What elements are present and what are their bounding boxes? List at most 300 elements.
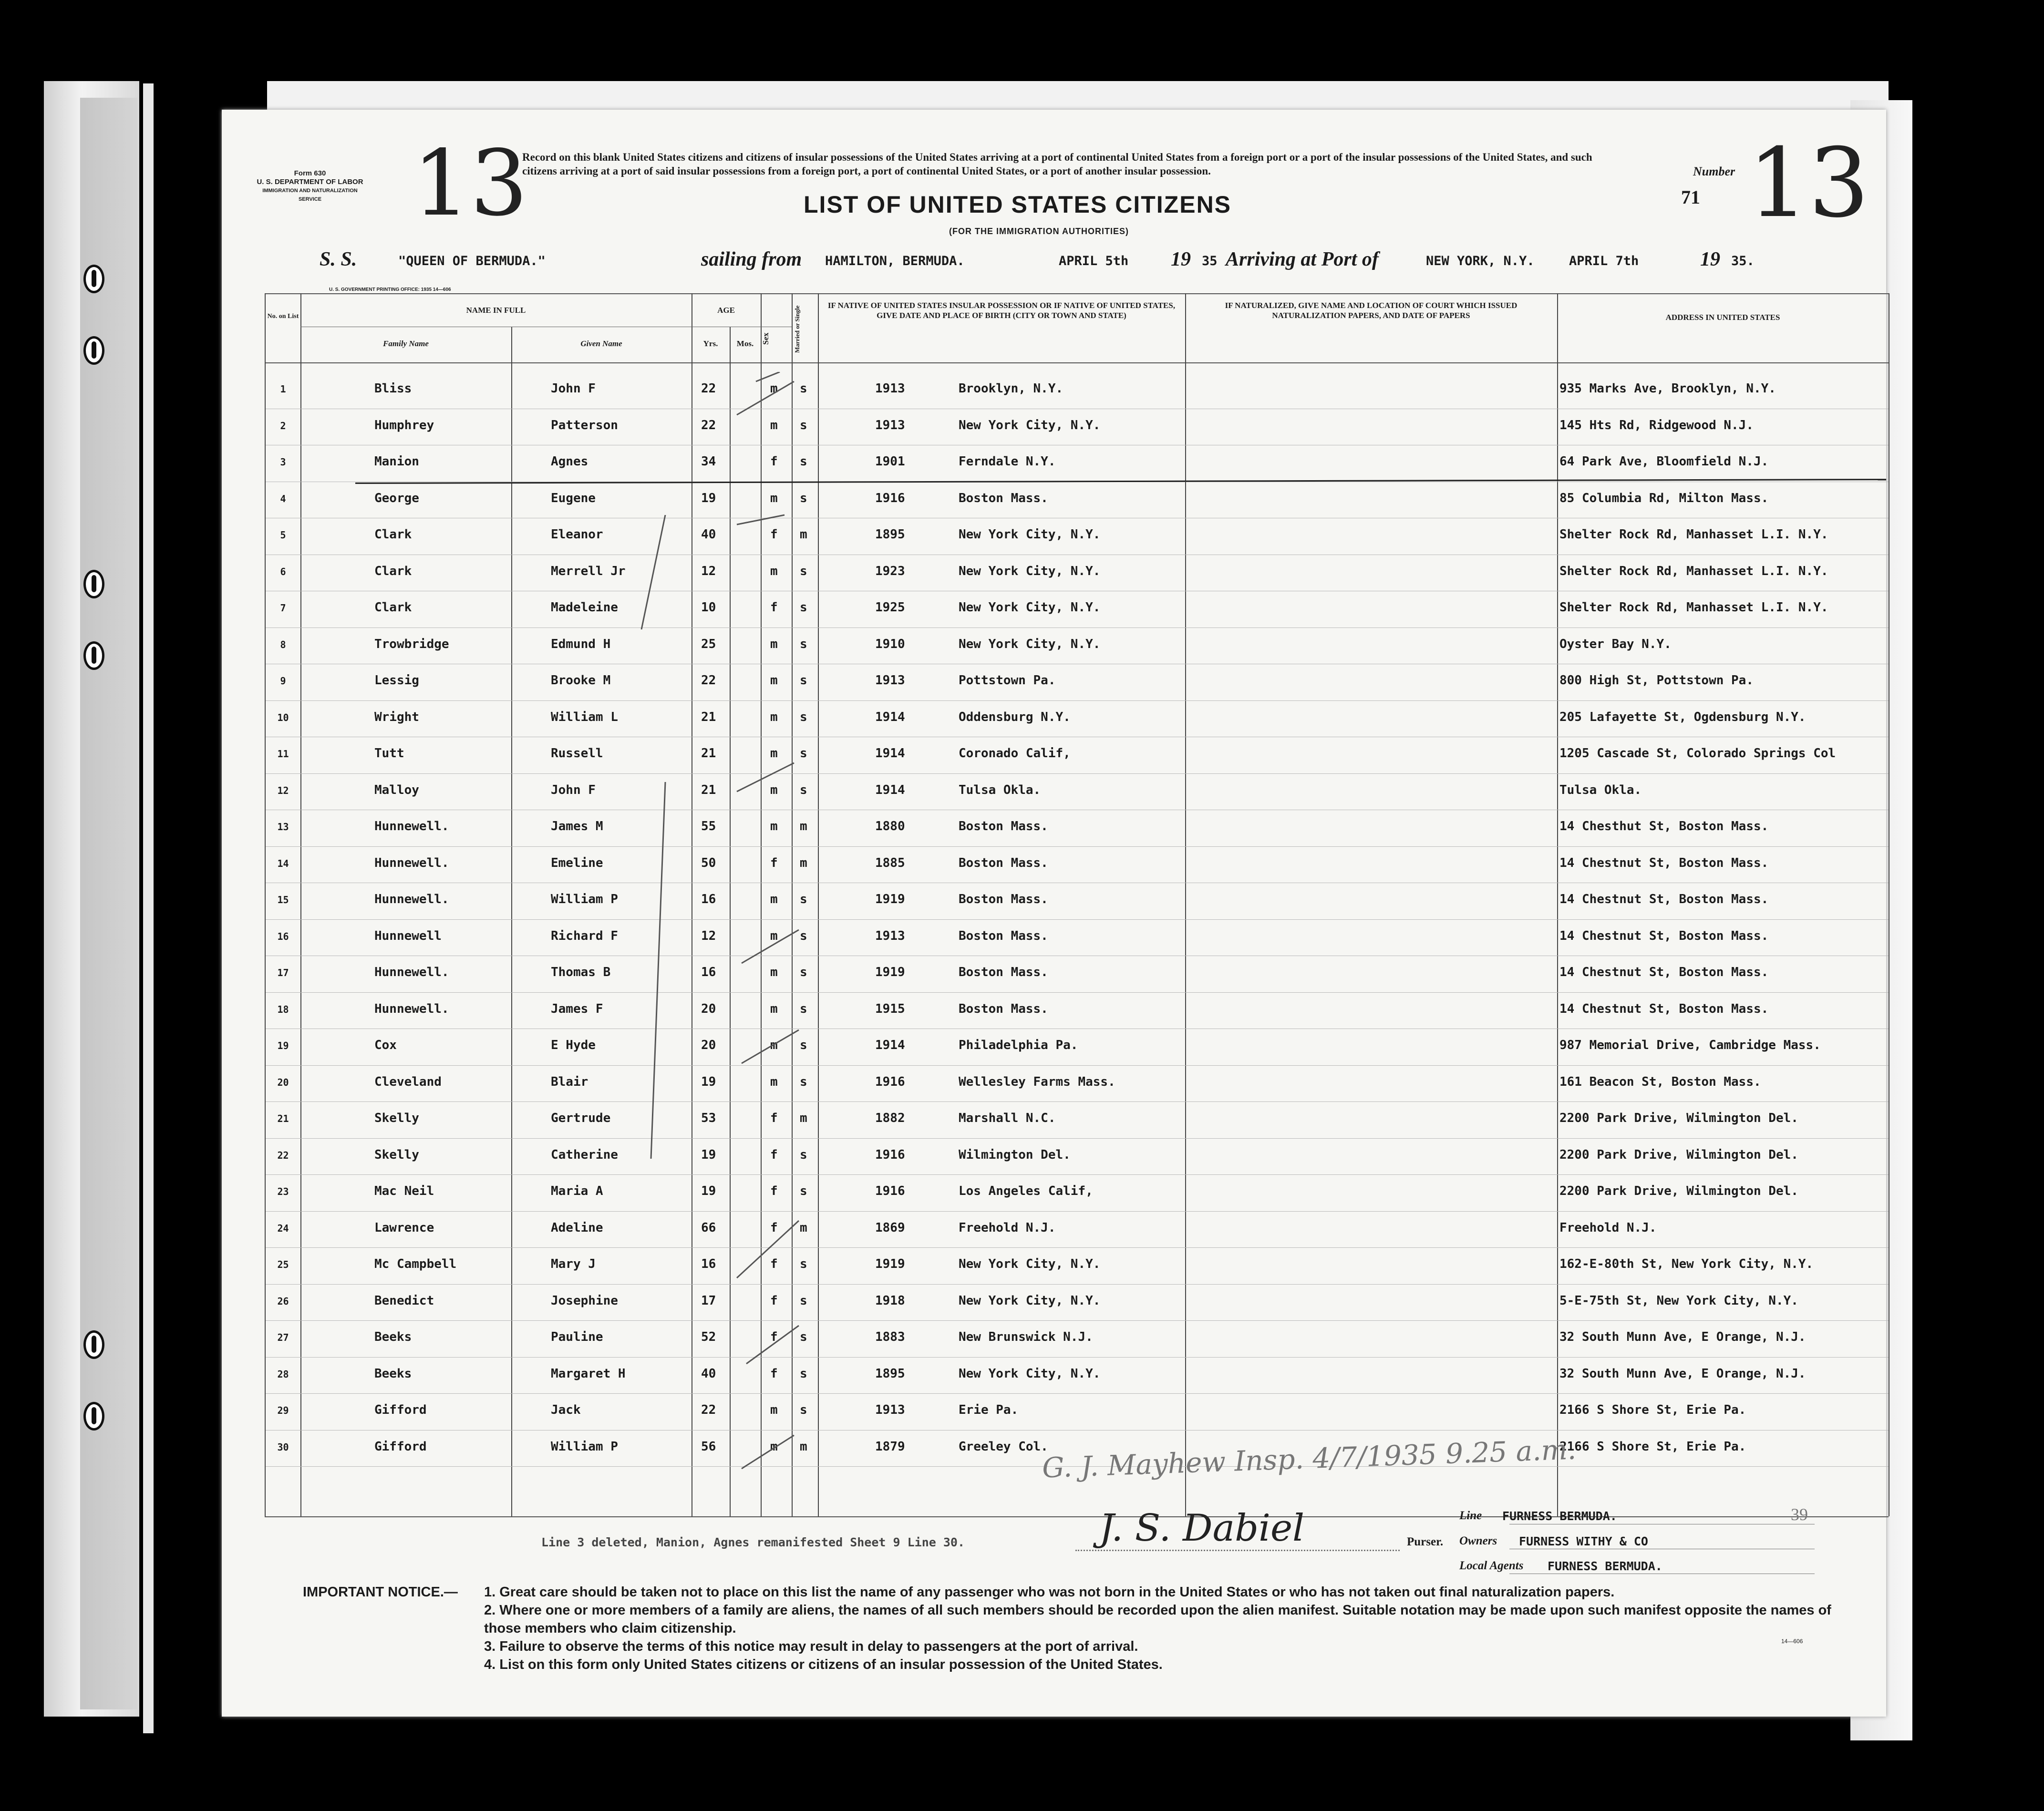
given-name: William P: [551, 892, 618, 906]
family-name: Wright: [374, 710, 419, 724]
table-row: [222, 555, 1889, 591]
handwritten-bracket-marks: [618, 515, 675, 1254]
sailing-from-label: sailing from: [701, 248, 802, 270]
punch-hole-icon: [83, 265, 104, 293]
family-name: Trowbridge: [374, 637, 449, 651]
row-number: 24: [277, 1223, 289, 1234]
sex: f: [770, 600, 778, 615]
arrival-date: APRIL 7th: [1569, 254, 1639, 268]
table-row: [222, 445, 1889, 482]
marital-status: s: [800, 965, 807, 979]
list-number: 71: [1681, 186, 1700, 208]
table-row: [222, 1029, 1889, 1065]
form-number: Form 630: [294, 169, 326, 177]
given-name: Edmund H: [551, 637, 611, 651]
arrival-year-prefix: 19: [1700, 248, 1720, 270]
marital-status: s: [800, 491, 807, 505]
row-number: 10: [277, 712, 289, 723]
sex: m: [770, 892, 778, 906]
address: 14 Chestnut St, Boston Mass.: [1559, 965, 1769, 979]
handwritten-check-marks: [727, 372, 870, 1516]
table-row: [222, 810, 1889, 846]
family-name: Clark: [374, 527, 412, 542]
age-years: 19: [701, 1148, 716, 1162]
sex: m: [770, 1440, 778, 1454]
marital-status: s: [800, 600, 807, 615]
birth-year: 1913: [875, 929, 905, 943]
family-name: Hunnewell: [374, 929, 442, 943]
marital-status: s: [800, 1002, 807, 1016]
address: 2200 Park Drive, Wilmington Del.: [1559, 1184, 1798, 1198]
marital-status: s: [800, 1294, 807, 1308]
given-name: E Hyde: [551, 1038, 596, 1052]
birth-year: 1914: [875, 783, 905, 797]
birth-place: Coronado Calif,: [959, 746, 1071, 761]
table-row: [222, 883, 1889, 919]
birth-year: 1914: [875, 746, 905, 761]
marital-status: s: [800, 1367, 807, 1381]
sex: f: [770, 1367, 778, 1381]
agents-value: FURNESS BERMUDA.: [1548, 1559, 1662, 1573]
table-row: [222, 1320, 1889, 1357]
given-name: Eleanor: [551, 527, 603, 542]
birth-year: 1880: [875, 819, 905, 833]
given-name: Merrell Jr: [551, 564, 626, 578]
marital-status: m: [800, 819, 807, 833]
punch-hole-icon: [83, 570, 104, 598]
row-number: 27: [277, 1332, 289, 1343]
line-value: FURNESS BERMUDA.: [1502, 1509, 1617, 1523]
sex: m: [770, 673, 778, 688]
table-row: [222, 1393, 1889, 1430]
address: 2166 S Shore St, Erie Pa.: [1559, 1403, 1746, 1417]
table-row: [222, 1247, 1889, 1284]
birth-place: Wellesley Farms Mass.: [959, 1075, 1115, 1089]
family-name: Skelly: [374, 1148, 419, 1162]
notice-heading: IMPORTANT NOTICE.—: [303, 1585, 458, 1600]
given-name: Patterson: [551, 418, 618, 432]
family-name: Hunnewell.: [374, 856, 449, 870]
birth-place: Boston Mass.: [959, 929, 1048, 943]
table-row: [222, 700, 1889, 737]
family-name: Clark: [374, 600, 412, 615]
col-sex: Sex: [761, 332, 770, 345]
birth-year: 1916: [875, 1075, 905, 1089]
family-name: Mac Neil: [374, 1184, 434, 1198]
given-name: Russell: [551, 746, 603, 761]
family-name: Lessig: [374, 673, 419, 688]
birth-place: Marshall N.C.: [959, 1111, 1056, 1125]
departure-year: 35: [1202, 254, 1218, 268]
table-row: [222, 482, 1889, 518]
col-name-in-full: NAME IN FULL: [466, 306, 526, 315]
manifest-page: [222, 110, 1886, 1717]
birth-place: Pottstown Pa.: [959, 673, 1056, 688]
table-row: [222, 1101, 1889, 1138]
birth-year: 1910: [875, 637, 905, 651]
marital-status: m: [800, 1111, 807, 1125]
birth-place: Boston Mass.: [959, 1002, 1048, 1016]
row-number: 2: [280, 420, 286, 432]
notice-item: 3. Failure to observe the terms of this notice may result in delay to passengers at the port of arrival.: [484, 1639, 1138, 1654]
birth-year: 1914: [875, 1038, 905, 1052]
age-years: 21: [701, 710, 716, 724]
form-code: 14—606: [1781, 1638, 1803, 1645]
address: Oyster Bay N.Y.: [1559, 637, 1672, 651]
notice-item: 4. List on this form only United States citizens or citizens of an insular possession of the United States.: [484, 1657, 1163, 1672]
birth-place: Erie Pa.: [959, 1403, 1019, 1417]
birth-place: Oddensburg N.Y.: [959, 710, 1071, 724]
family-name: Hunnewell.: [374, 965, 449, 979]
given-name: Richard F: [551, 929, 618, 943]
age-years: 16: [701, 965, 716, 979]
address: Shelter Rock Rd, Manhasset L.I. N.Y.: [1559, 600, 1828, 615]
address: 145 Hts Rd, Ridgewood N.J.: [1559, 418, 1754, 432]
departure-port: HAMILTON, BERMUDA.: [825, 254, 965, 268]
birth-place: New York City, N.Y.: [959, 1294, 1101, 1308]
age-years: 40: [701, 527, 716, 542]
age-years: 55: [701, 819, 716, 833]
family-name: Hunnewell.: [374, 892, 449, 906]
given-name: Agnes: [551, 454, 588, 469]
col-years: Yrs.: [703, 339, 718, 348]
age-years: 16: [701, 1257, 716, 1271]
family-name: Malloy: [374, 783, 419, 797]
birth-place: New York City, N.Y.: [959, 418, 1101, 432]
given-name: James F: [551, 1002, 603, 1016]
sex: m: [770, 1075, 778, 1089]
marital-status: m: [800, 1440, 807, 1454]
table-row: [222, 628, 1889, 664]
birth-year: 1913: [875, 381, 905, 396]
sex: m: [770, 929, 778, 943]
agents-label: Local Agents: [1459, 1559, 1524, 1572]
col-address: ADDRESS IN UNITED STATES: [1665, 313, 1780, 322]
birth-place: New York City, N.Y.: [959, 1367, 1101, 1381]
table-row: [222, 773, 1889, 810]
table-row: [222, 1138, 1889, 1175]
given-name: Jack: [551, 1403, 581, 1417]
sex: f: [770, 1111, 778, 1125]
age-years: 12: [701, 564, 716, 578]
birth-year: 1895: [875, 1367, 905, 1381]
given-name: Adeline: [551, 1221, 603, 1235]
given-name: William P: [551, 1440, 618, 1454]
sex: m: [770, 783, 778, 797]
age-years: 50: [701, 856, 716, 870]
voyage-line: [320, 248, 1822, 277]
row-number: 8: [280, 639, 286, 650]
marital-status: s: [800, 637, 807, 651]
given-name: Eugene: [551, 491, 596, 505]
row-number: 14: [277, 858, 289, 869]
table-row: [222, 919, 1889, 956]
birth-place: Philadelphia Pa.: [959, 1038, 1078, 1052]
marital-status: s: [800, 564, 807, 578]
birth-year: 1879: [875, 1440, 905, 1454]
sex: f: [770, 1221, 778, 1235]
birth-place: Tulsa Okla.: [959, 783, 1041, 797]
sex: m: [770, 1002, 778, 1016]
sex: f: [770, 1257, 778, 1271]
arrival-year: 35.: [1731, 254, 1755, 268]
row-number: 16: [277, 931, 289, 942]
marital-status: m: [800, 856, 807, 870]
age-years: 52: [701, 1330, 716, 1344]
address: Shelter Rock Rd, Manhasset L.I. N.Y.: [1559, 564, 1828, 578]
sex: m: [770, 381, 778, 396]
table-row: [222, 591, 1889, 628]
age-years: 19: [701, 1075, 716, 1089]
table-row: [222, 518, 1889, 555]
birth-place: New York City, N.Y.: [959, 600, 1101, 615]
age-years: 22: [701, 673, 716, 688]
sex: m: [770, 1403, 778, 1417]
notice-item: 2. Where one or more members of a family are aliens, the names of all such members should be recorded upon the alien manifest. Suitable notation may be made upon such manifest opposite the names of those members who claim citizenship.: [484, 1603, 1831, 1636]
birth-year: 1883: [875, 1330, 905, 1344]
punch-hole-icon: [83, 336, 104, 365]
arrival-port: NEW YORK, N.Y.: [1426, 254, 1535, 268]
birth-year: 1919: [875, 965, 905, 979]
age-years: 34: [701, 454, 716, 469]
address: 32 South Munn Ave, E Orange, N.J.: [1559, 1367, 1806, 1381]
given-name: Pauline: [551, 1330, 603, 1344]
marital-status: m: [800, 527, 807, 542]
purser-signature: J. S. Dabiel: [1099, 1507, 1305, 1550]
address: 987 Memorial Drive, Cambridge Mass.: [1559, 1038, 1821, 1052]
age-years: 17: [701, 1294, 716, 1308]
punch-hole-icon: [83, 1402, 104, 1430]
marital-status: s: [800, 892, 807, 906]
marital-status: s: [800, 710, 807, 724]
row-number: 26: [277, 1296, 289, 1307]
col-family-name: Family Name: [383, 339, 429, 348]
marital-status: s: [800, 1148, 807, 1162]
sex: m: [770, 491, 778, 505]
birth-year: 1916: [875, 491, 905, 505]
punch-hole-icon: [83, 1330, 104, 1359]
row-number: 22: [277, 1150, 289, 1161]
marital-status: s: [800, 454, 807, 469]
table-row: [222, 737, 1889, 773]
marital-status: s: [800, 673, 807, 688]
service-name: IMMIGRATION AND NATURALIZATION SERVICE: [262, 188, 358, 202]
col-naturalized: IF NATURALIZED, GIVE NAME AND LOCATION OF COURT WHICH ISSUED NATURALIZATION PAPERS, AND DATE OF PAPERS: [1225, 301, 1518, 320]
given-name: Blair: [551, 1075, 588, 1089]
row-number: 5: [280, 529, 286, 541]
sex: m: [770, 418, 778, 432]
col-married-single: Married or Single: [794, 305, 801, 353]
table-top-rule: [265, 293, 1889, 294]
table-header-rule: [265, 362, 1889, 363]
address: 2166 S Shore St, Erie Pa.: [1559, 1440, 1746, 1454]
birth-place: Brooklyn, N.Y.: [959, 381, 1063, 396]
family-name: Mc Campbell: [374, 1257, 457, 1271]
birth-year: 1919: [875, 1257, 905, 1271]
family-name: Humphrey: [374, 418, 434, 432]
marital-status: s: [800, 746, 807, 761]
row-number: 11: [277, 748, 289, 760]
address: 161 Beacon St, Boston Mass.: [1559, 1075, 1761, 1089]
address: 14 Chesthut St, Boston Mass.: [1559, 819, 1769, 833]
family-name: Cox: [374, 1038, 397, 1052]
row-number: 19: [277, 1040, 289, 1051]
marital-status: s: [800, 1184, 807, 1198]
row-number: 9: [280, 675, 286, 687]
birth-place: Ferndale N.Y.: [959, 454, 1056, 469]
birth-place: New York City, N.Y.: [959, 564, 1101, 578]
given-name: Madeleine: [551, 600, 618, 615]
sex: m: [770, 819, 778, 833]
notice-item: 1. Great care should be taken not to place on this list the name of any passenger who was not born in the United States or who has not taken out final naturalization papers.: [484, 1585, 1615, 1600]
row-number: 6: [280, 566, 286, 577]
sex: m: [770, 637, 778, 651]
birth-place: Wilmington Del.: [959, 1148, 1071, 1162]
col-months: Mos.: [736, 339, 754, 348]
marital-status: m: [800, 1221, 807, 1235]
table-row: [222, 1065, 1889, 1102]
notice-list: [484, 1583, 1858, 1674]
col-given-name: Given Name: [580, 339, 622, 348]
birth-year: 1913: [875, 418, 905, 432]
age-years: 19: [701, 491, 716, 505]
address: Freehold N.J.: [1559, 1221, 1657, 1235]
page-mark: 39: [1791, 1505, 1808, 1524]
address: 85 Columbia Rd, Milton Mass.: [1559, 491, 1769, 505]
family-name: George: [374, 491, 419, 505]
age-years: 22: [701, 418, 716, 432]
given-name: Brooke M: [551, 673, 611, 688]
given-name: Margaret H: [551, 1367, 626, 1381]
given-name: Catherine: [551, 1148, 618, 1162]
family-name: Bliss: [374, 381, 412, 396]
table-row: [222, 1284, 1889, 1321]
age-years: 19: [701, 1184, 716, 1198]
birth-place: Boston Mass.: [959, 491, 1048, 505]
marital-status: s: [800, 418, 807, 432]
given-name: John F: [551, 381, 596, 396]
address: 1205 Cascade St, Colorado Springs Col: [1559, 746, 1836, 761]
ship-name: "QUEEN OF BERMUDA.": [398, 254, 546, 268]
address: 14 Chestnut St, Boston Mass.: [1559, 1002, 1769, 1016]
given-name: James M: [551, 819, 603, 833]
row-number: 17: [277, 967, 289, 978]
sex: m: [770, 564, 778, 578]
binder-edge: [143, 83, 154, 1733]
age-years: 66: [701, 1221, 716, 1235]
address: 2200 Park Drive, Wilmington Del.: [1559, 1148, 1798, 1162]
birth-place: Boston Mass.: [959, 856, 1048, 870]
given-name: Josephine: [551, 1294, 618, 1308]
form-identifier: [255, 169, 365, 204]
address: 935 Marks Ave, Brooklyn, N.Y.: [1559, 381, 1776, 396]
marital-status: s: [800, 929, 807, 943]
table-row: [222, 846, 1889, 883]
sex: f: [770, 527, 778, 542]
given-name: Emeline: [551, 856, 603, 870]
table-row: [222, 1174, 1889, 1211]
record-instructions: Record on this blank United States citizens and citizens of insular possessions of the United States arriving at a port of continental United States from a foreign port or a port of the insular possessions of the United States, and such citizens arriving at a port of said insular possessions from a foreign port, a port of continental United States, or a port of another insular possession.: [522, 151, 1592, 177]
family-name: Lawrence: [374, 1221, 434, 1235]
birth-place: New York City, N.Y.: [959, 637, 1101, 651]
birth-year: 1916: [875, 1184, 905, 1198]
row-number: 15: [277, 894, 289, 906]
family-name: Beeks: [374, 1330, 412, 1344]
family-name: Manion: [374, 454, 419, 469]
birth-year: 1914: [875, 710, 905, 724]
owners-value: FURNESS WITHY & CO: [1519, 1534, 1648, 1548]
table-row: [222, 1211, 1889, 1248]
table-row: [222, 992, 1889, 1029]
age-years: 40: [701, 1367, 716, 1381]
family-name: Clark: [374, 564, 412, 578]
punch-hole-icon: [83, 641, 104, 670]
family-name: Skelly: [374, 1111, 419, 1125]
birth-place: New Brunswick N.J.: [959, 1330, 1093, 1344]
owners-label: Owners: [1459, 1534, 1497, 1547]
purser-label: Purser.: [1407, 1535, 1444, 1548]
given-name: John F: [551, 783, 596, 797]
family-name: Beeks: [374, 1367, 412, 1381]
age-years: 53: [701, 1111, 716, 1125]
given-name: William L: [551, 710, 618, 724]
sex: f: [770, 1148, 778, 1162]
address: 162-E-80th St, New York City, N.Y.: [1559, 1257, 1814, 1271]
age-years: 22: [701, 1403, 716, 1417]
sex: m: [770, 746, 778, 761]
table-row: [222, 956, 1889, 992]
departure-year-prefix: 19: [1171, 248, 1191, 270]
sex: f: [770, 1294, 778, 1308]
birth-year: 1913: [875, 673, 905, 688]
row-number: 23: [277, 1186, 289, 1197]
age-years: 25: [701, 637, 716, 651]
family-name: Hunnewell.: [374, 819, 449, 833]
family-name: Gifford: [374, 1403, 427, 1417]
birth-place: Greeley Col.: [959, 1440, 1048, 1454]
row-number: 7: [280, 602, 286, 614]
row-number: 3: [280, 456, 286, 468]
row-number: 21: [277, 1113, 289, 1124]
birth-year: 1915: [875, 1002, 905, 1016]
family-name: Tutt: [374, 746, 404, 761]
department-name: U. S. DEPARTMENT OF LABOR: [257, 178, 363, 186]
address: Shelter Rock Rd, Manhasset L.I. N.Y.: [1559, 527, 1828, 542]
address: 2200 Park Drive, Wilmington Del.: [1559, 1111, 1798, 1125]
number-label: Number: [1693, 165, 1735, 178]
given-name: Maria A: [551, 1184, 603, 1198]
age-years: 20: [701, 1002, 716, 1016]
row-number: 4: [280, 493, 286, 504]
family-name: Benedict: [374, 1294, 434, 1308]
page-subtitle: (FOR THE IMMIGRATION AUTHORITIES): [949, 226, 1129, 236]
sex: f: [770, 856, 778, 870]
marital-status: s: [800, 1257, 807, 1271]
row-number: 18: [277, 1004, 289, 1015]
table-row: [222, 372, 1889, 409]
given-name: Mary J: [551, 1257, 596, 1271]
family-name: Cleveland: [374, 1075, 442, 1089]
birth-year: 1916: [875, 1148, 905, 1162]
page-title: LIST OF UNITED STATES CITIZENS: [804, 191, 1232, 218]
marital-status: s: [800, 381, 807, 396]
age-years: 16: [701, 892, 716, 906]
age-years: 20: [701, 1038, 716, 1052]
marital-status: s: [800, 1038, 807, 1052]
birth-place: Boston Mass.: [959, 965, 1048, 979]
birth-year: 1882: [875, 1111, 905, 1125]
age-years: 10: [701, 600, 716, 615]
